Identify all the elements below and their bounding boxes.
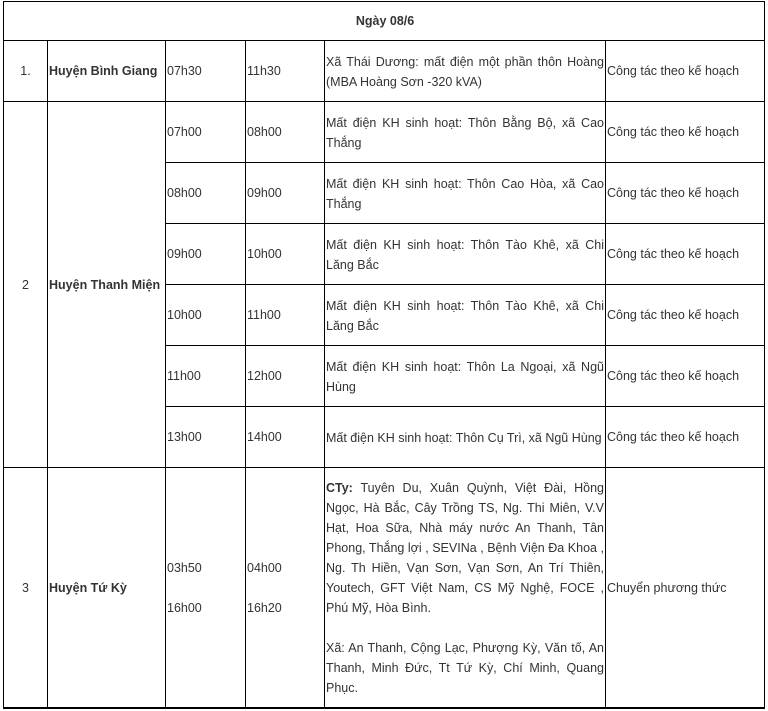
end-time-1: 04h00 bbox=[247, 560, 282, 575]
work-status: Công tác theo kế hoạch bbox=[606, 224, 766, 285]
outage-description: Mất điện KH sinh hoạt: Thôn Cao Hòa, xã Cao Thắng bbox=[325, 163, 606, 224]
outage-schedule-table bbox=[3, 1, 765, 708]
work-status: Công tác theo kế hoạch bbox=[606, 163, 766, 224]
commune-list: Xã: An Thanh, Cộng Lạc, Phượng Kỳ, Văn tố, An Thanh, Minh Đức, Tt Tứ Kỳ, Chí Minh, Quang Phục. bbox=[326, 641, 604, 695]
work-status: Công tác theo kế hoạch bbox=[606, 41, 766, 102]
work-status: Chuyển phương thức bbox=[606, 468, 766, 708]
start-time-2: 16h00 bbox=[167, 600, 202, 615]
start-time: 08h00 bbox=[166, 163, 246, 224]
outage-description bbox=[325, 468, 606, 708]
table-row bbox=[4, 102, 766, 163]
end-time: 10h00 bbox=[246, 224, 325, 285]
start-time: 13h00 bbox=[166, 407, 246, 468]
company-list: Tuyên Du, Xuân Quỳnh, Việt Đài, Hồng Ngọc, Hà Bắc, Cây Trồng TS, Ng. Thi Miên, V.V Hạt, Hoa Sữa, Nhà máy nước An Thanh, Tân Phong, Thắng lợi , SEVINa , Bệnh Viện Đa Khoa , Ng. Th Hiền, Vạn Sơn, Vạn Sơn, An Trí Thiên, Youtech, GFT Việt Nam, CS Mỹ Nghệ, FOCE , Phú Mỹ, Hòa Bình. bbox=[326, 481, 604, 615]
work-status: Công tác theo kế hoạch bbox=[606, 407, 766, 468]
row-number: 3 bbox=[4, 468, 48, 708]
header-row bbox=[4, 2, 766, 41]
outage-description: Mất điện KH sinh hoạt: Thôn Tào Khê, xã Chi Lăng Bắc bbox=[325, 285, 606, 346]
company-list-paragraph bbox=[326, 478, 604, 618]
date-header: Ngày 08/6 bbox=[4, 2, 766, 41]
outage-description: Mất điện KH sinh hoạt: Thôn Bằng Bộ, xã Cao Thắng bbox=[325, 102, 606, 163]
end-time: 11h00 bbox=[246, 285, 325, 346]
start-time-cell bbox=[166, 468, 246, 708]
outage-description: Mất điện KH sinh hoạt: Thôn Cụ Trì, xã Ngũ Hùng bbox=[325, 407, 606, 468]
work-status: Công tác theo kế hoạch bbox=[606, 346, 766, 407]
outage-schedule-frame bbox=[3, 1, 765, 709]
district-name: Huyện Bình Giang bbox=[48, 41, 166, 102]
end-time: 12h00 bbox=[246, 346, 325, 407]
start-time: 10h00 bbox=[166, 285, 246, 346]
start-time: 11h00 bbox=[166, 346, 246, 407]
district-name: Huyện Tứ Kỳ bbox=[48, 468, 166, 708]
start-time-1: 03h50 bbox=[167, 560, 202, 575]
work-status: Công tác theo kế hoạch bbox=[606, 285, 766, 346]
table-row bbox=[4, 468, 766, 708]
row-number: 1. bbox=[4, 41, 48, 102]
end-time: 11h30 bbox=[246, 41, 325, 102]
outage-description: Mất điện KH sinh hoạt: Thôn La Ngoại, xã Ngũ Hùng bbox=[325, 346, 606, 407]
work-status: Công tác theo kế hoạch bbox=[606, 102, 766, 163]
district-name: Huyện Thanh Miện bbox=[48, 102, 166, 468]
outage-description: Mất điện KH sinh hoạt: Thôn Tào Khê, xã Chi Lăng Bắc bbox=[325, 224, 606, 285]
end-time-2: 16h20 bbox=[247, 600, 282, 615]
outage-description: Xã Thái Dương: mất điện một phần thôn Hoàng (MBA Hoàng Sơn -320 kVA) bbox=[325, 41, 606, 102]
end-time: 14h00 bbox=[246, 407, 325, 468]
company-label: CTy: bbox=[326, 481, 353, 495]
end-time: 09h00 bbox=[246, 163, 325, 224]
row-number: 2 bbox=[4, 102, 48, 468]
end-time-cell bbox=[246, 468, 325, 708]
start-time: 07h30 bbox=[166, 41, 246, 102]
end-time: 08h00 bbox=[246, 102, 325, 163]
start-time: 09h00 bbox=[166, 224, 246, 285]
start-time: 07h00 bbox=[166, 102, 246, 163]
table-row bbox=[4, 41, 766, 102]
